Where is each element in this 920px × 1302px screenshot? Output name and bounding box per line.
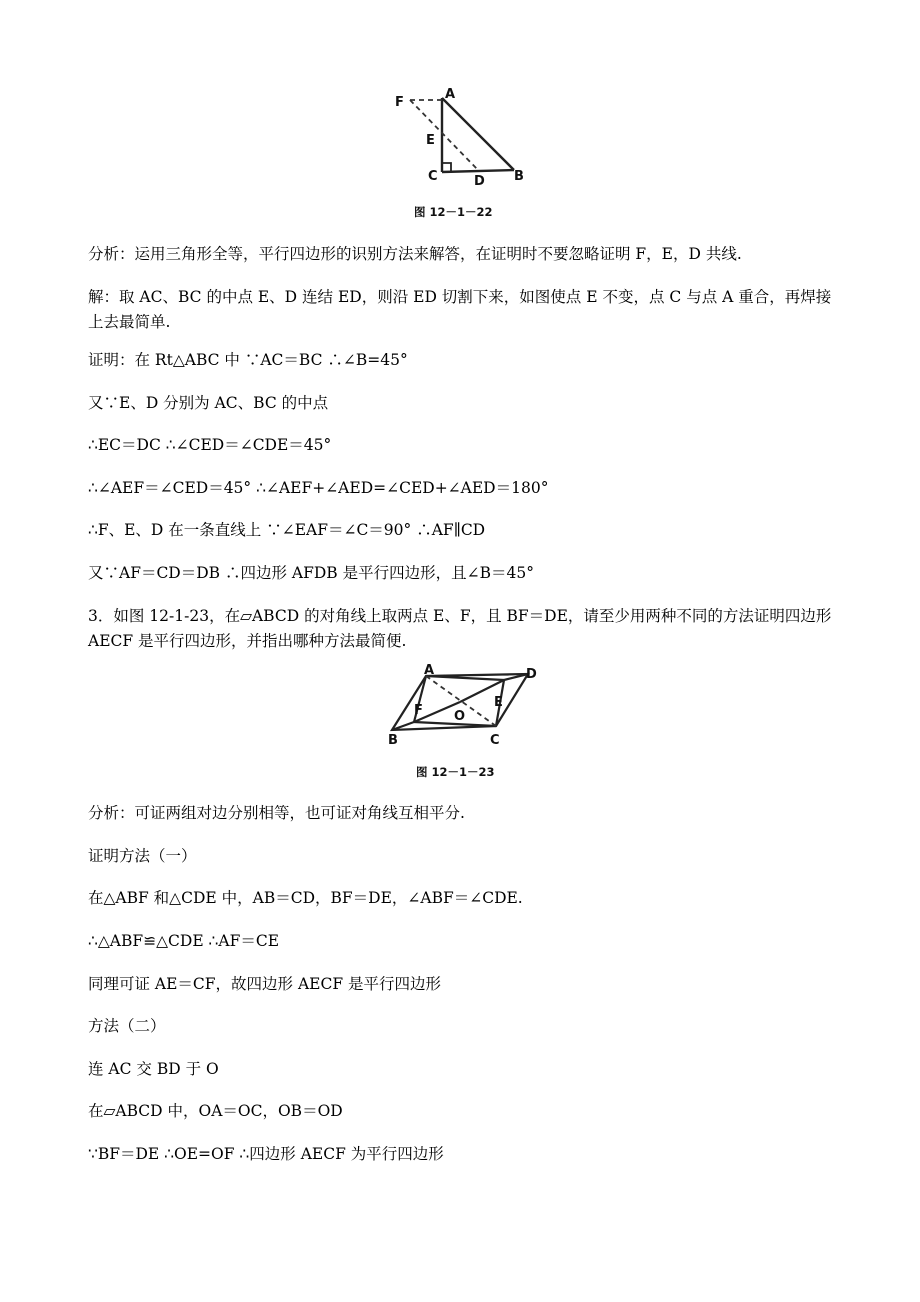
label-c: C: [490, 733, 500, 748]
solution-line-1: 解：取 AC、BC 的中点 E、D 连结 ED，则沿 ED 切割下来，如图使点 E 不变，点 C 与点 A 重合，再焊接: [88, 288, 832, 306]
figure-12-1-22: [390, 84, 530, 224]
solution-line-2: 上去最简单.: [88, 313, 171, 331]
proof-line-3: ∴EC＝DC ∴∠CED＝∠CDE＝45°: [88, 436, 332, 454]
proof-line-1: 证明：在 Rt△ABC 中 ∵AC＝BC ∴∠B=45°: [88, 351, 408, 369]
analysis-line-2: 分析：可证两组对边分别相等，也可证对角线互相平分.: [88, 804, 465, 822]
label-a: A: [445, 87, 456, 102]
label-d: D: [526, 667, 537, 682]
label-e: E: [494, 695, 503, 710]
parallelogram-diagram: [384, 664, 540, 786]
segment-ab: [442, 98, 514, 170]
proof-line-6: 又∵AF＝CD＝DB ∴四边形 AFDB 是平行四边形，且∠B＝45°: [88, 564, 534, 582]
figure-12-1-23: [384, 664, 540, 786]
label-b: B: [514, 169, 524, 184]
label-e: E: [426, 133, 435, 148]
method-1-heading: 证明方法（一）: [88, 847, 197, 865]
problem-3-line-2: AECF 是平行四边形，并指出哪种方法最简便.: [88, 632, 407, 650]
figure-caption: 图 12－1－23: [416, 765, 495, 779]
proof-line-5: ∴F、E、D 在一条直线上 ∵∠EAF＝∠C＝90° ∴AF∥CD: [88, 521, 486, 539]
method-2-line-2: 在▱ABCD 中，OA＝OC，OB＝OD: [88, 1102, 343, 1120]
method-1-line-2: ∴△ABF≌△CDE ∴AF＝CE: [88, 932, 280, 950]
segment-ae: [426, 676, 504, 680]
method-2-line-3: ∵BF＝DE ∴OE=OF ∴四边形 AECF 为平行四边形: [88, 1145, 444, 1163]
proof-line-4: ∴∠AEF＝∠CED＝45° ∴∠AEF+∠AED=∠CED+∠AED＝180°: [88, 479, 549, 497]
proof-line-2: 又∵E、D 分别为 AC、BC 的中点: [88, 394, 329, 412]
method-2-heading: 方法（二）: [88, 1017, 166, 1035]
label-c: C: [428, 169, 438, 184]
label-a: A: [424, 664, 435, 678]
method-1-line-1: 在△ABF 和△CDE 中，AB＝CD，BF＝DE，∠ABF＝∠CDE.: [88, 889, 523, 907]
label-d: D: [474, 174, 485, 189]
label-b: B: [388, 733, 398, 748]
figure-caption: 图 12－1－22: [414, 205, 493, 219]
label-f: F: [414, 703, 423, 718]
method-2-line-1: 连 AC 交 BD 于 O: [88, 1060, 219, 1078]
method-1-line-3: 同理可证 AE＝CF，故四边形 AECF 是平行四边形: [88, 975, 442, 993]
analysis-line: 分析：运用三角形全等，平行四边形的识别方法来解答，在证明时不要忽略证明 F，E，D 共线.: [88, 245, 742, 263]
segment-fd-dashed: [410, 100, 478, 170]
label-o: O: [454, 709, 466, 724]
problem-3-line-1: 3．如图 12-1-23，在▱ABCD 的对角线上取两点 E、F，且 BF＝DE，请至少用两种不同的方法证明四边形: [88, 607, 832, 625]
label-f: F: [395, 95, 404, 110]
segment-cb: [442, 170, 514, 172]
right-triangle-diagram: [390, 84, 530, 224]
